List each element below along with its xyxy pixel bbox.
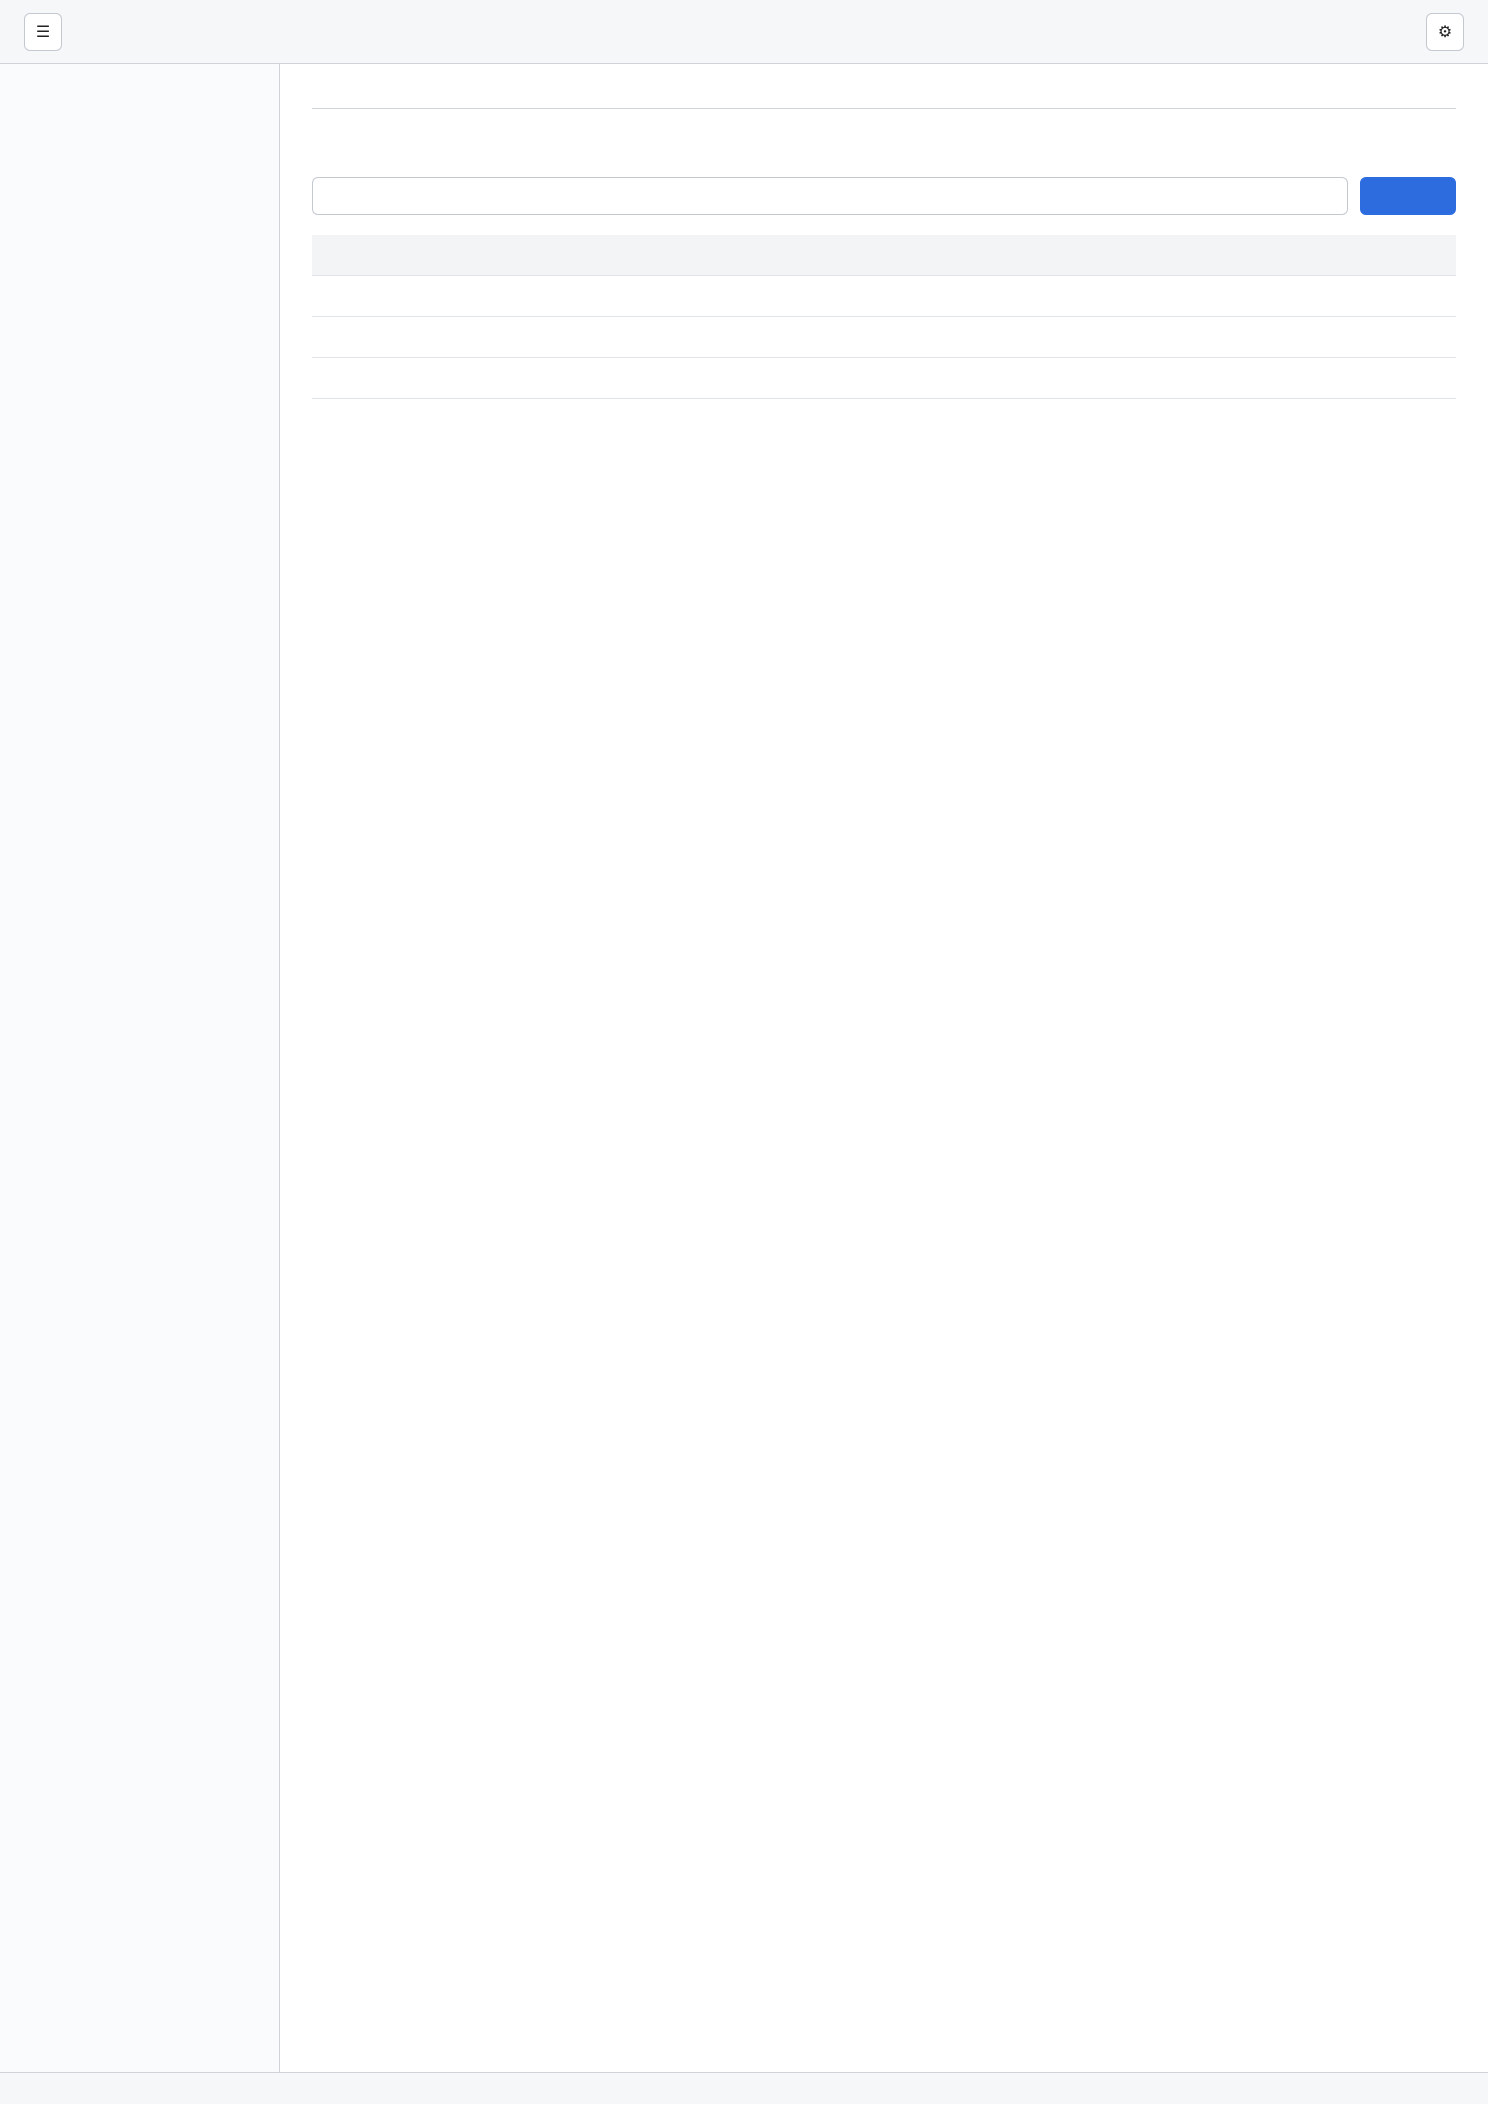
status-bar xyxy=(0,2072,1488,2104)
tab-strip xyxy=(312,88,1456,109)
table-cell xyxy=(312,276,693,317)
table-cell xyxy=(693,358,1074,399)
column-header[interactable] xyxy=(312,235,693,276)
tab[interactable] xyxy=(348,88,380,108)
tab[interactable] xyxy=(312,88,344,108)
search-input[interactable] xyxy=(312,177,1348,215)
content-area xyxy=(0,64,1488,2072)
table-cell xyxy=(693,317,1074,358)
table-cell xyxy=(693,276,1074,317)
table-header-row xyxy=(312,235,1456,276)
table-row[interactable] xyxy=(312,358,1456,399)
settings-button[interactable] xyxy=(1426,13,1464,51)
table-cell xyxy=(1075,358,1456,399)
column-header[interactable] xyxy=(693,235,1074,276)
top-bar xyxy=(0,0,1488,64)
table-cell xyxy=(1075,317,1456,358)
page-title xyxy=(312,129,1456,161)
sidebar-item[interactable] xyxy=(0,80,279,120)
table-cell xyxy=(312,358,693,399)
gear-icon: ⚙ xyxy=(1437,23,1453,41)
main-panel xyxy=(280,64,1488,2072)
sidebar-item[interactable] xyxy=(0,200,279,240)
table-row[interactable] xyxy=(312,317,1456,358)
sidebar-item[interactable] xyxy=(0,120,279,160)
sidebar xyxy=(0,64,280,2072)
menu-icon: ☰ xyxy=(35,23,51,41)
table-cell xyxy=(312,317,693,358)
column-header[interactable] xyxy=(1075,235,1456,276)
sidebar-item[interactable] xyxy=(0,160,279,200)
table-cell xyxy=(1075,276,1456,317)
search-row xyxy=(312,177,1456,215)
table-row[interactable] xyxy=(312,276,1456,317)
menu-button[interactable] xyxy=(24,13,62,51)
primary-button[interactable] xyxy=(1360,177,1456,215)
data-table xyxy=(312,235,1456,399)
tab[interactable] xyxy=(384,88,416,108)
